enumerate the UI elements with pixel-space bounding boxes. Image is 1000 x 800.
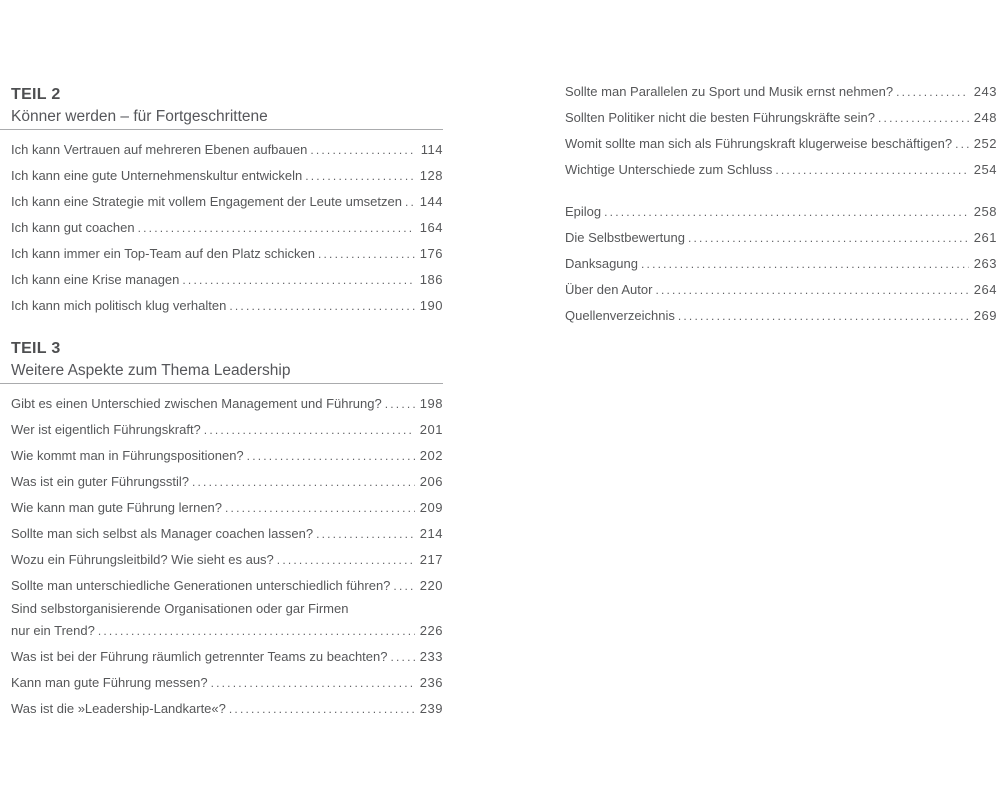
toc-entry-list bbox=[11, 137, 443, 319]
toc-page-number: 243 bbox=[973, 84, 997, 99]
toc-page-number: 209 bbox=[419, 500, 443, 515]
toc-entry-label: Wer ist eigentlich Führungskraft? bbox=[11, 422, 201, 437]
toc-page-number: 226 bbox=[419, 623, 443, 638]
toc-entry bbox=[11, 417, 443, 443]
dot-leader bbox=[393, 573, 414, 599]
toc-entry-label: Epilog bbox=[565, 204, 602, 219]
toc-left-column bbox=[11, 86, 443, 722]
toc-entry bbox=[11, 163, 443, 189]
toc-section-teil-3 bbox=[11, 340, 443, 722]
toc-entry bbox=[11, 267, 443, 293]
toc-entry bbox=[11, 469, 443, 495]
dot-leader bbox=[211, 670, 415, 696]
toc-page-number: 114 bbox=[420, 142, 443, 157]
toc-entry bbox=[11, 137, 443, 163]
dot-leader bbox=[604, 199, 969, 225]
toc-entry-list bbox=[11, 391, 443, 722]
toc-section-teil-2 bbox=[11, 86, 443, 319]
dot-leader bbox=[98, 618, 415, 644]
toc-entry bbox=[11, 241, 443, 267]
toc-entry-label: Ich kann eine Krise managen bbox=[11, 272, 180, 287]
toc-page-number: 254 bbox=[973, 162, 997, 177]
dot-leader bbox=[316, 521, 415, 547]
toc-page-number: 186 bbox=[419, 272, 443, 287]
toc-entry-label: Die Selbstbewertung bbox=[565, 230, 685, 245]
toc-page-number: 239 bbox=[419, 701, 443, 716]
toc-entry bbox=[11, 443, 443, 469]
toc-entry bbox=[11, 391, 443, 417]
part-label: TEIL 3 bbox=[11, 340, 61, 357]
toc-entry bbox=[565, 105, 997, 131]
toc-page-number: 220 bbox=[419, 578, 443, 593]
toc-entry-list-backmatter bbox=[565, 199, 997, 329]
toc-entry bbox=[565, 157, 997, 183]
dot-leader bbox=[678, 303, 969, 329]
toc-page-number: 164 bbox=[419, 220, 443, 235]
toc-entry-label: Womit sollte man sich als Führungskraft klugerweise beschäftigen? bbox=[565, 136, 953, 151]
toc-entry-continuation bbox=[11, 618, 443, 644]
toc-entry-label: Sollte man sich selbst als Manager coachen lassen? bbox=[11, 526, 314, 541]
toc-entry-label-line1: Sind selbstorganisierende Organisationen oder gar Firmen bbox=[11, 601, 349, 616]
toc-entry-label: Was ist ein guter Führungsstil? bbox=[11, 474, 189, 489]
toc-entry-label: Sollten Politiker nicht die besten Führungskräfte sein? bbox=[565, 110, 876, 125]
dot-leader bbox=[305, 163, 415, 189]
dot-leader bbox=[182, 267, 414, 293]
toc-entry-label: Sollte man unterschiedliche Generationen unterschiedlich führen? bbox=[11, 578, 391, 593]
toc-entry-label-line2: nur ein Trend? bbox=[11, 623, 95, 638]
section-divider bbox=[0, 129, 443, 130]
toc-entry bbox=[565, 199, 997, 225]
toc-entry-label: Kann man gute Führung messen? bbox=[11, 675, 208, 690]
toc-entry-label: Wozu ein Führungsleitbild? Wie sieht es aus? bbox=[11, 552, 274, 567]
toc-entry bbox=[565, 277, 997, 303]
part-title: Könner werden – für Fortgeschrittene bbox=[11, 108, 268, 125]
toc-page-number: 236 bbox=[419, 675, 443, 690]
toc-entry bbox=[11, 215, 443, 241]
toc-entry-label: Was ist die »Leadership-Landkarte«? bbox=[11, 701, 226, 716]
toc-page-number: 217 bbox=[419, 552, 443, 567]
toc-entry bbox=[11, 293, 443, 319]
toc-entry bbox=[11, 495, 443, 521]
dot-leader bbox=[277, 547, 415, 573]
part-label: TEIL 2 bbox=[11, 86, 61, 103]
toc-entry bbox=[565, 251, 997, 277]
toc-page-number: 190 bbox=[419, 298, 443, 313]
dot-leader bbox=[878, 105, 969, 131]
toc-page-number: 263 bbox=[973, 256, 997, 271]
toc-entry-label: Quellenverzeichnis bbox=[565, 308, 675, 323]
toc-entry-label: Sollte man Parallelen zu Sport und Musik ernst nehmen? bbox=[565, 84, 894, 99]
toc-entry-list bbox=[565, 79, 997, 183]
dot-leader bbox=[192, 469, 415, 495]
toc-page-number: 202 bbox=[419, 448, 443, 463]
toc-entry bbox=[565, 79, 997, 105]
dot-leader bbox=[688, 225, 969, 251]
toc-entry bbox=[11, 573, 443, 599]
toc-page-number: 176 bbox=[419, 246, 443, 261]
toc-entry bbox=[11, 670, 443, 696]
toc-entry-label: Über den Autor bbox=[565, 282, 653, 297]
toc-entry bbox=[11, 521, 443, 547]
toc-page-number: 252 bbox=[973, 136, 997, 151]
dot-leader bbox=[310, 137, 415, 163]
part-title: Weitere Aspekte zum Thema Leadership bbox=[11, 362, 291, 379]
dot-leader bbox=[318, 241, 415, 267]
toc-entry-label: Ich kann immer ein Top-Team auf den Platz schicken bbox=[11, 246, 315, 261]
toc-entry-label: Wie kann man gute Führung lernen? bbox=[11, 500, 223, 515]
toc-entry-label: Ich kann gut coachen bbox=[11, 220, 135, 235]
dot-leader bbox=[655, 277, 968, 303]
toc-entry-label: Ich kann eine Strategie mit vollem Engagement der Leute umsetzen bbox=[11, 194, 402, 209]
dot-leader bbox=[247, 443, 415, 469]
toc-entry-label: Ich kann mich politisch klug verhalten bbox=[11, 298, 227, 313]
toc-page-number: 248 bbox=[973, 110, 997, 125]
toc-page-number: 198 bbox=[419, 396, 443, 411]
toc-page-number: 128 bbox=[419, 168, 443, 183]
toc-page-number: 206 bbox=[419, 474, 443, 489]
dot-leader bbox=[229, 696, 415, 722]
section-divider bbox=[0, 383, 443, 384]
toc-entry-label: Ich kann Vertrauen auf mehreren Ebenen aufbauen bbox=[11, 142, 308, 157]
toc-entry-label: Danksagung bbox=[565, 256, 638, 271]
toc-entry-label: Wie kommt man in Führungspositionen? bbox=[11, 448, 244, 463]
toc-entry bbox=[565, 131, 997, 157]
dot-leader bbox=[955, 131, 969, 157]
toc-page-number: 261 bbox=[973, 230, 997, 245]
dot-leader bbox=[204, 417, 415, 443]
dot-leader bbox=[405, 189, 415, 215]
toc-entry bbox=[11, 189, 443, 215]
dot-leader bbox=[775, 157, 968, 183]
toc-page-number: 201 bbox=[419, 422, 443, 437]
toc-page-number: 264 bbox=[973, 282, 997, 297]
toc-entry bbox=[11, 644, 443, 670]
dot-leader bbox=[896, 79, 969, 105]
toc-entry bbox=[11, 547, 443, 573]
toc-entry-label: Ich kann eine gute Unternehmenskultur entwickeln bbox=[11, 168, 303, 183]
toc-page-number: 214 bbox=[419, 526, 443, 541]
toc-page-number: 233 bbox=[419, 649, 443, 664]
toc-page-number: 269 bbox=[973, 308, 997, 323]
dot-leader bbox=[641, 251, 969, 277]
toc-entry bbox=[11, 696, 443, 722]
toc-entry bbox=[11, 599, 443, 644]
toc-page-number: 144 bbox=[419, 194, 443, 209]
dot-leader bbox=[229, 293, 414, 319]
toc-entry bbox=[565, 225, 997, 251]
toc-entry-label: Was ist bei der Führung räumlich getrennter Teams zu beachten? bbox=[11, 649, 388, 664]
dot-leader bbox=[225, 495, 415, 521]
dot-leader bbox=[138, 215, 415, 241]
toc-entry bbox=[565, 303, 997, 329]
toc-entry-label: Wichtige Unterschiede zum Schluss bbox=[565, 162, 773, 177]
toc-entry-label: Gibt es einen Unterschied zwischen Management und Führung? bbox=[11, 396, 382, 411]
dot-leader bbox=[385, 391, 415, 417]
dot-leader bbox=[390, 644, 414, 670]
toc-page-number: 258 bbox=[973, 204, 997, 219]
toc-right-column bbox=[565, 79, 997, 329]
